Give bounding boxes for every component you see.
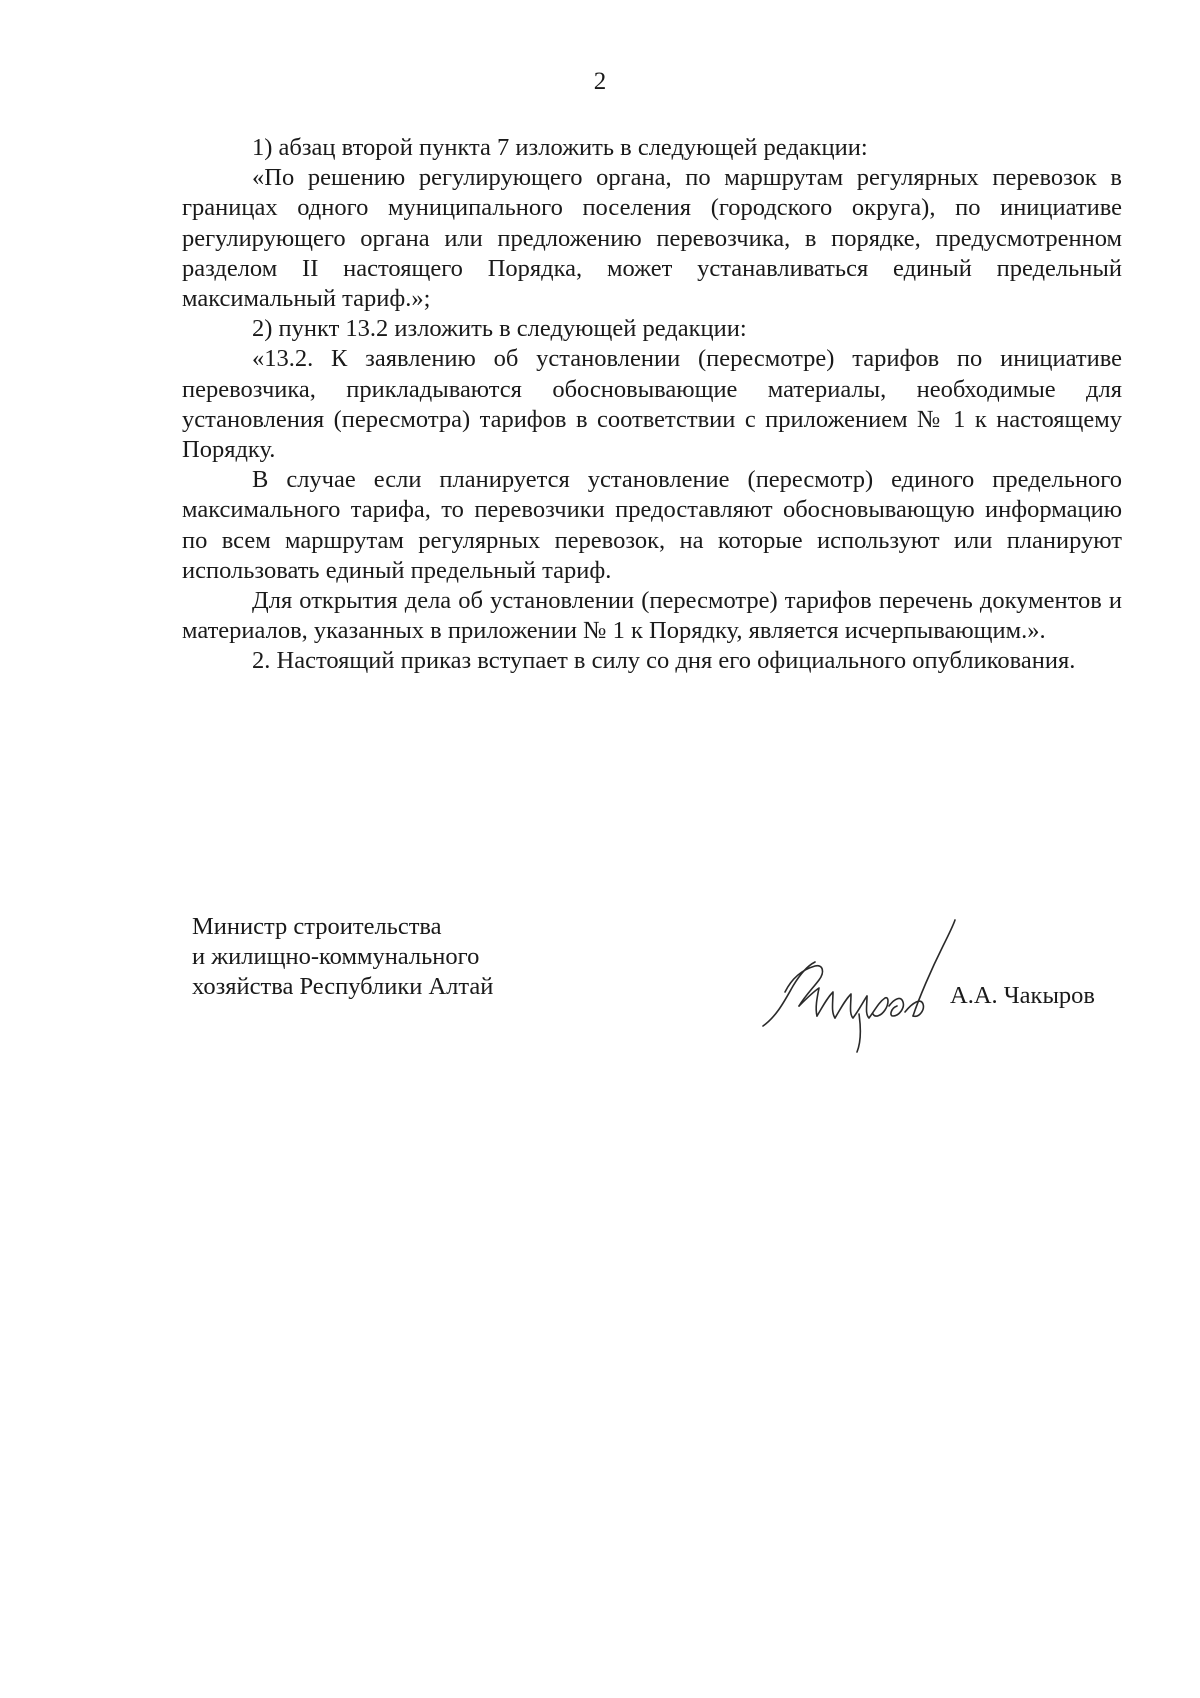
position-line-1: Министр строительства xyxy=(192,913,442,940)
paragraph-3: 2) пункт 13.2 изложить в следующей редакции: xyxy=(252,315,747,343)
paragraph-6: Для открытия дела об установлении (пересмотре) тарифов перечень документов и материалов, указанных в приложении № 1 к Порядку, является исчерпывающим.». xyxy=(182,587,1122,645)
paragraph-5: В случае если планируется установление (пересмотр) единого предельного максимального тарифа, то перевозчики предоставляют обосновывающую информацию по всем маршрутам регулярных перевозок, на которые используют или планируют использовать единый предельный тариф. xyxy=(182,466,1122,584)
paragraph-2: «По решению регулирующего органа, по маршрутам регулярных перевозок в границах одного муниципального поселения (городского округа), по инициативе регулирующего органа или предложению перевозчика, в порядке, предусмотренном разделом II настоящего Порядка, может устанавливаться единый предельный максимальный тариф.»; xyxy=(182,164,1122,313)
signatory-position xyxy=(192,912,493,1002)
position-line-2: и жилищно-коммунального xyxy=(192,943,480,970)
page-number: 2 xyxy=(593,68,607,95)
document-body xyxy=(182,133,1122,677)
paragraph-4: «13.2. К заявлению об установлении (пересмотре) тарифов по инициативе перевозчика, прикладываются обосновывающие материалы, необходимые для установления (пересмотра) тарифов в соответствии с приложением № 1 к настоящему Порядку. xyxy=(182,345,1122,464)
position-line-3: хозяйства Республики Алтай xyxy=(192,973,494,1000)
signatory-name: А.А. Чакыров xyxy=(950,982,1095,1009)
handwritten-signature xyxy=(755,918,965,1053)
paragraph-7: 2. Настоящий приказ вступает в силу со дня его официального опубликования. xyxy=(252,647,1076,675)
paragraph-1: 1) абзац второй пункта 7 изложить в следующей редакции: xyxy=(252,134,868,161)
